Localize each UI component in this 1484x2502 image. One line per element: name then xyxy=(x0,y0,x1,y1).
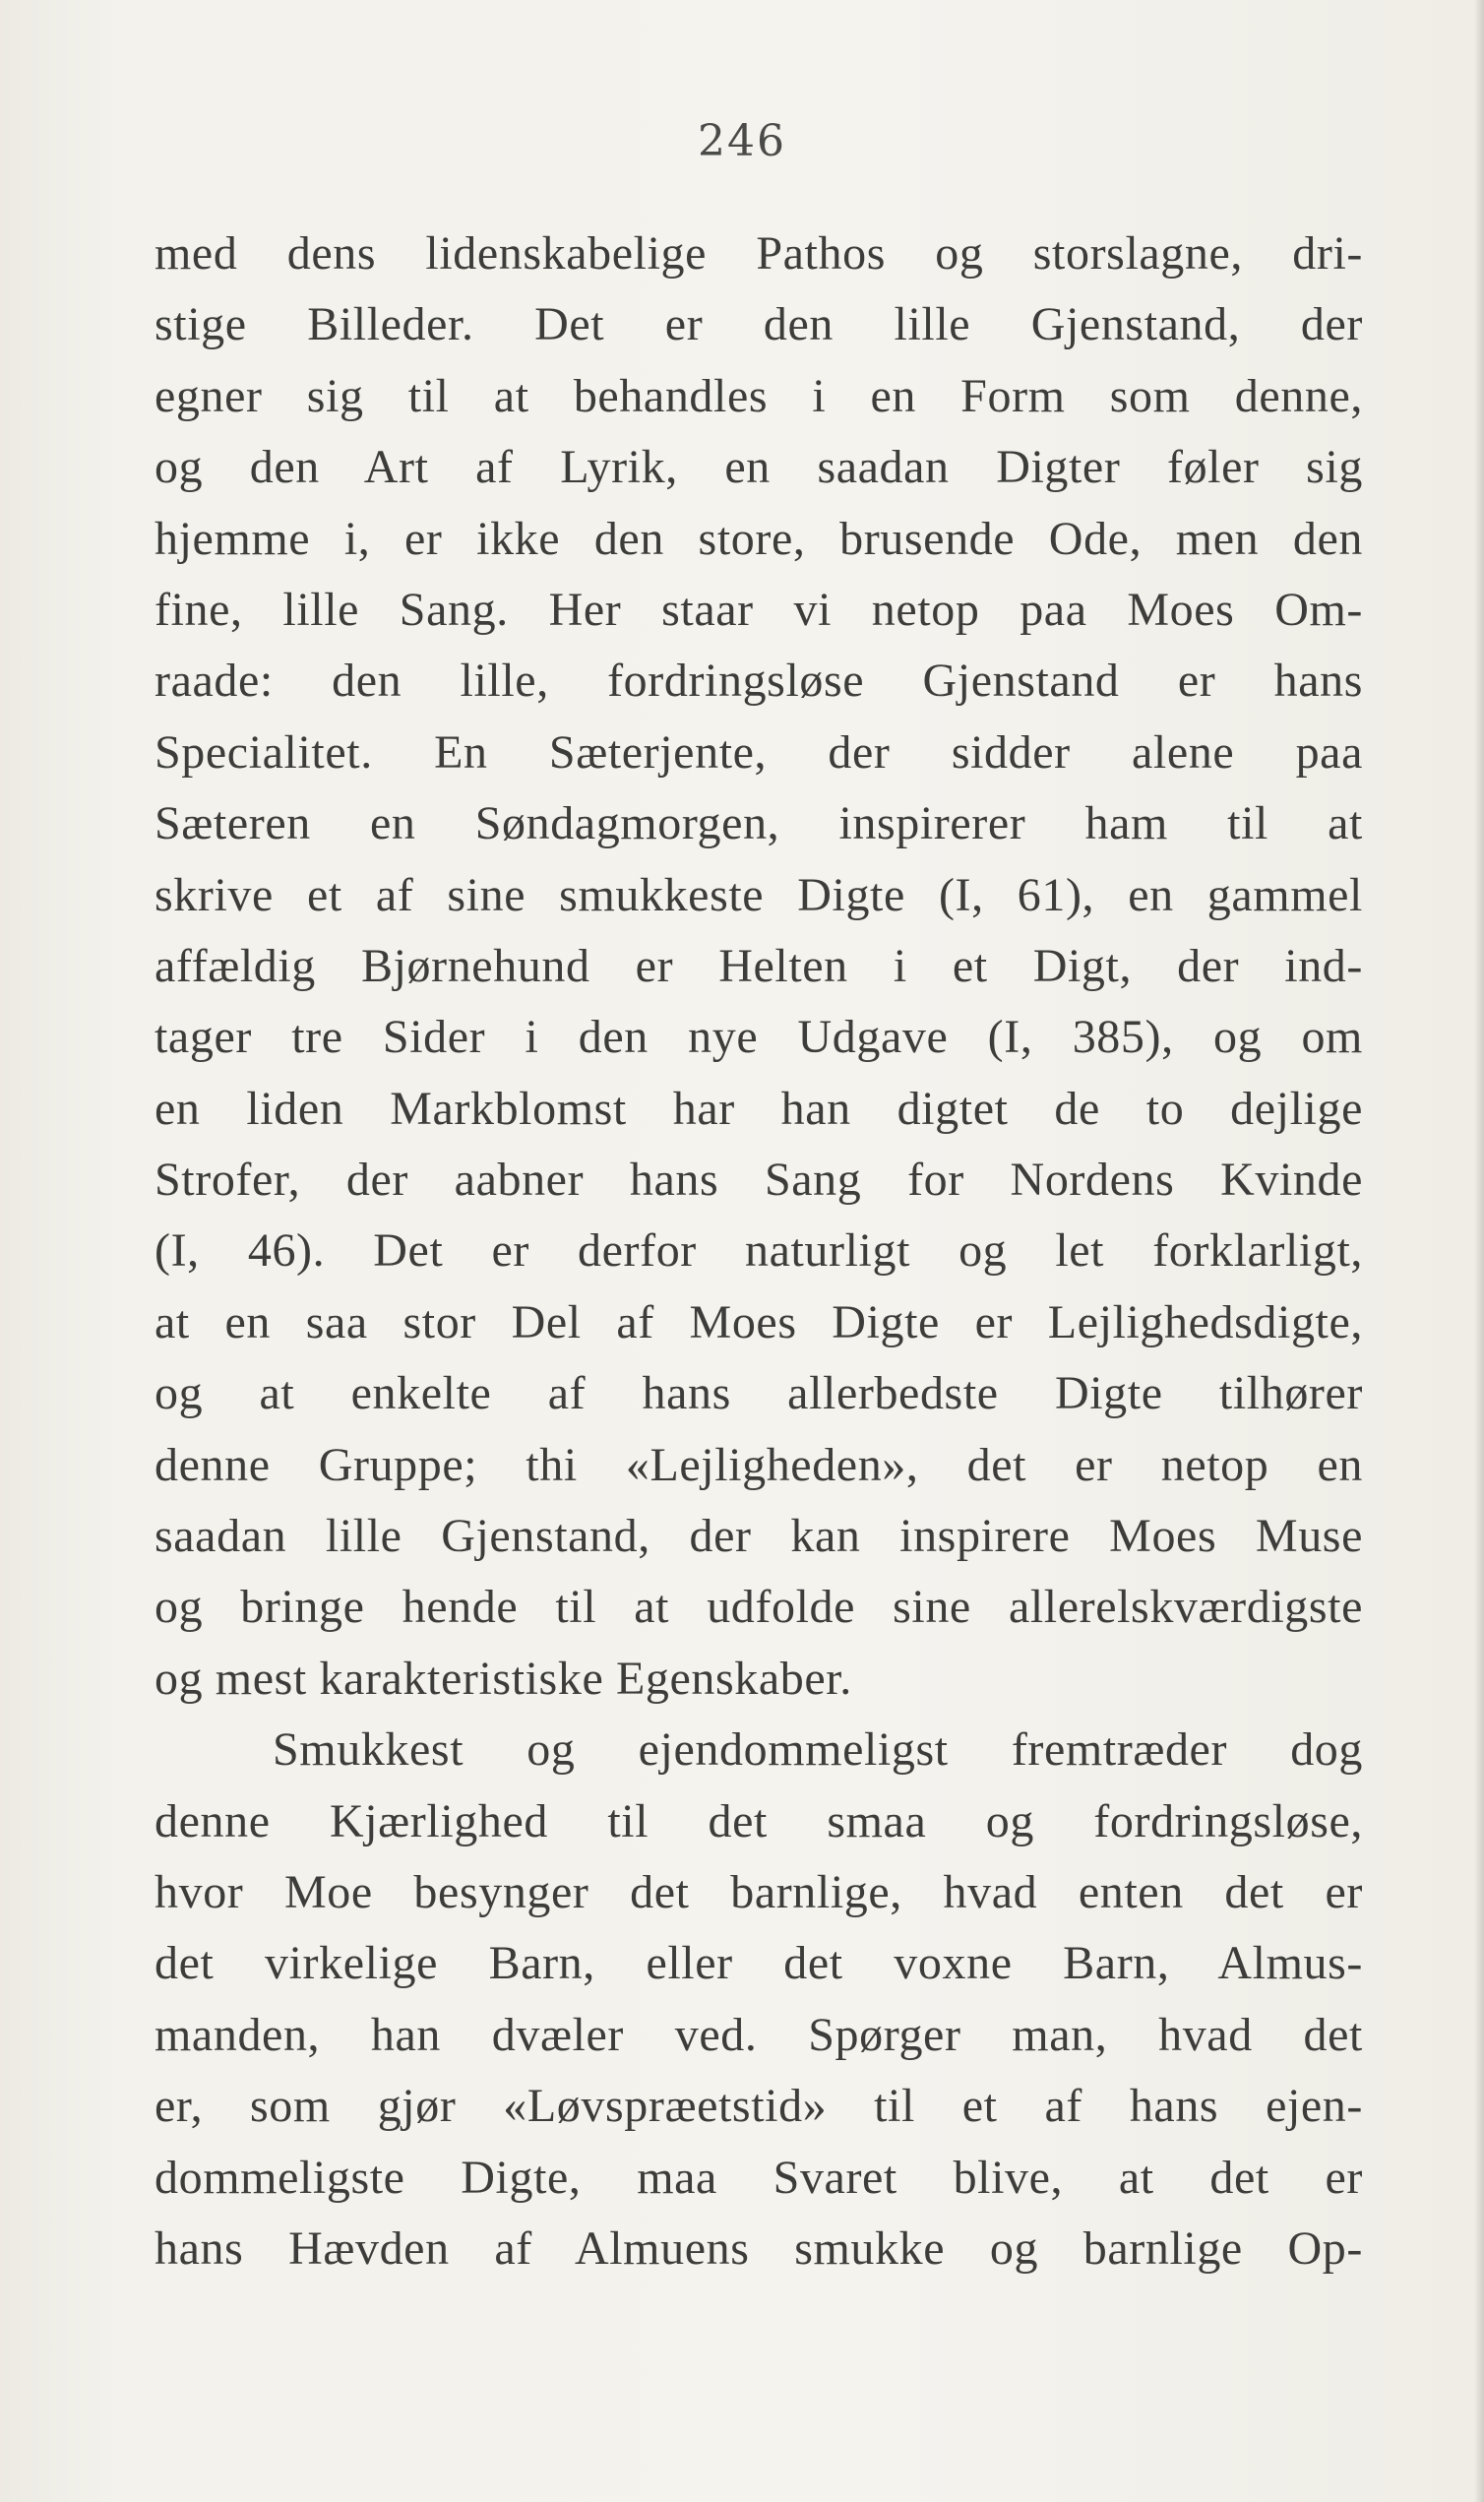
text-line: Sæteren en Søndagmorgen, inspirerer ham til at xyxy=(155,797,1363,850)
text-line: hans Hævden af Almuens smukke og barnlige Op- xyxy=(155,2221,1363,2275)
text-line: Specialitet. En Sæterjente, der sidder alene paa xyxy=(155,725,1363,779)
body-text xyxy=(155,219,1363,2284)
text-line: og at enkelte af hans allerbedste Digte tilhører xyxy=(155,1367,1363,1420)
paragraph-end-line: og mest karakteristiske Egenskaber. xyxy=(155,1652,852,1705)
text-line: denne Gruppe; thi «Lejligheden», det er netop en xyxy=(155,1438,1363,1491)
text-line: en liden Markblomst har han digtet de to dejlige xyxy=(155,1082,1363,1135)
text-line: denne Kjærlighed til det smaa og fordringsløse, xyxy=(155,1794,1363,1847)
text-line: manden, han dvæler ved. Spørger man, hvad det xyxy=(155,2008,1363,2061)
page-number: 246 xyxy=(698,116,786,166)
text-line: og bringe hende til at udfolde sine allerelskværdigste xyxy=(155,1581,1363,1634)
text-line: det virkelige Barn, eller det voxne Barn, Almus- xyxy=(155,1937,1363,1990)
text-line: skrive et af sine smukkeste Digte (I, 61), en gammel xyxy=(155,868,1363,921)
text-line: stige Billeder. Det er den lille Gjenstand, der xyxy=(155,298,1363,351)
text-line: raade: den lille, fordringsløse Gjenstand er hans xyxy=(155,655,1363,708)
text-line: dommeligste Digte, maa Svaret blive, at det er xyxy=(155,2151,1363,2204)
text-line: at en saa stor Del af Moes Digte er Lejlighedsdigte, xyxy=(155,1295,1363,1348)
text-line: Strofer, der aabner hans Sang for Nordens Kvinde xyxy=(155,1154,1363,1207)
text-line: (I, 46). Det er derfor naturligt og let forklarligt, xyxy=(155,1224,1363,1278)
text-line: er, som gjør «Løvspræetstid» til et af hans ejen- xyxy=(155,2080,1363,2133)
text-line: og den Art af Lyrik, en saadan Digter føler sig xyxy=(155,441,1363,494)
text-line: tager tre Sider i den nye Udgave (I, 385), og om xyxy=(155,1011,1363,1064)
text-line: fine, lille Sang. Her staar vi netop paa Moes Om- xyxy=(155,583,1363,636)
text-line: egner sig til at behandles i en Form som denne, xyxy=(155,369,1363,422)
text-line: affældig Bjørnehund er Helten i et Digt, der ind- xyxy=(155,939,1363,992)
paragraph-start-line: Smukkest og ejendommeligst fremtræder dog xyxy=(273,1723,1363,1777)
text-line: hvor Moe besynger det barnlige, hvad enten det er xyxy=(155,1865,1363,1918)
page-edge-shadow xyxy=(1474,0,1484,2502)
text-line: med dens lidenskabelige Pathos og storslagne, dri- xyxy=(155,227,1363,280)
text-line: saadan lille Gjenstand, der kan inspirere Moes Muse xyxy=(155,1510,1363,1563)
text-line: hjemme i, er ikke den store, brusende Ode, men den xyxy=(155,512,1363,565)
